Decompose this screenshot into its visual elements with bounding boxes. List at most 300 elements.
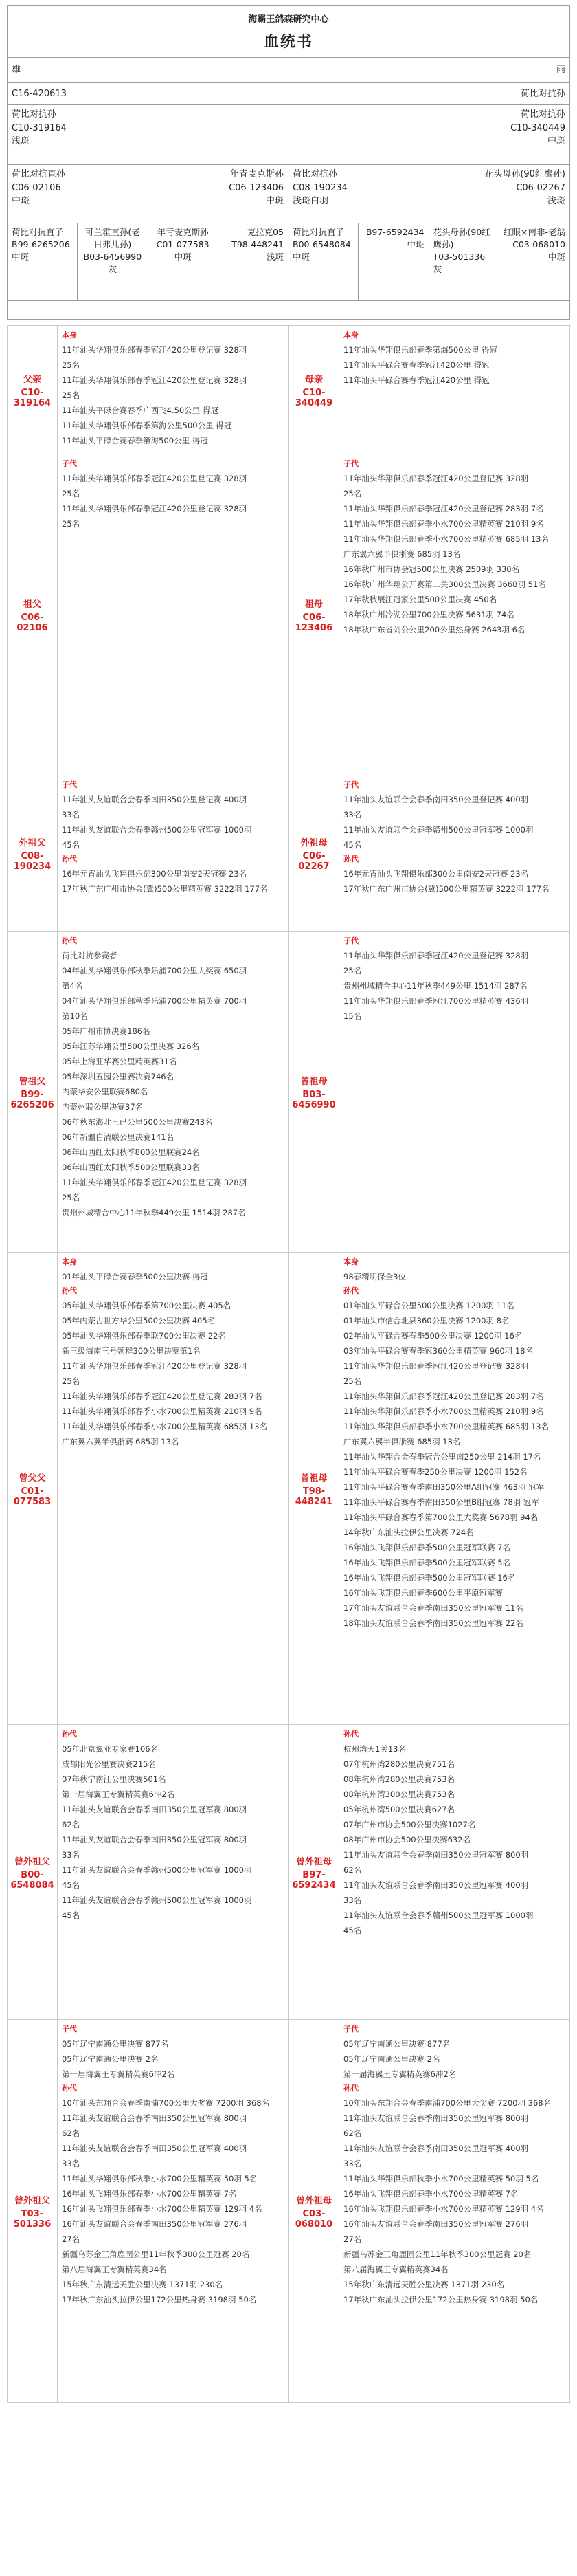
achievement-line: 16年汕头飞翔俱乐部春季500公里冠军联赛 7名 <box>343 1543 511 1552</box>
record-bird <box>8 775 58 931</box>
record-ring: C06-02106 <box>16 612 48 633</box>
achievement-line: 62名 <box>343 2128 362 2138</box>
record-ring: T03-501336 <box>13 2208 52 2230</box>
record-achievements <box>58 326 288 454</box>
achievement-line: 11年汕头华翔俱乐部秋季小水700公里精英赛 50羽 5名 <box>343 2174 539 2183</box>
ggp-lineage: 花头母孙(90红鹰孙) <box>433 227 490 250</box>
sire-cell <box>8 105 288 164</box>
grandparent-lineage: 花头母孙(90红鹰孙) <box>484 169 565 179</box>
achievement-line: 62名 <box>62 1820 80 1829</box>
achievement-line: 15年秋广东清远天胜公里决赛 1371羽 230名 <box>343 2280 505 2289</box>
dam-ring: C10-340449 <box>510 122 565 133</box>
section-label: 孙代 <box>343 1730 359 1739</box>
achievement-line: 05年辽宁南通公里决赛 877名 <box>343 2039 451 2049</box>
achievement-line: 11年汕头友谊联合会春季南田350公里冠军赛 800羽 <box>343 2113 529 2123</box>
achievement-line: 05年辽宁南通公里决赛 2名 <box>343 2054 440 2064</box>
achievement-line: 16年汕头飞翔俱乐部春季小水700公里精英赛 129羽 4名 <box>62 2204 262 2214</box>
record-role: 曾外祖母 <box>295 1856 332 1867</box>
record-row <box>8 326 569 454</box>
achievement-line: 新疆乌苏金三角鹿园公里11年秋季300公里冠赛 20名 <box>62 2249 250 2259</box>
record-row <box>8 454 569 775</box>
section-label: 孙代 <box>343 1286 359 1295</box>
record-left <box>8 775 288 931</box>
sire-lineage: 荷比对抗孙 <box>12 109 57 120</box>
record-ring: C06-02267 <box>298 850 330 872</box>
achievement-line: 11年汕头平碌合赛春季南田350公里A组冠赛 463羽 冠军 <box>343 1482 545 1492</box>
achievement-line: 27名 <box>343 2234 362 2244</box>
achievement-line: 01年汕头市信合北县360公里决赛 1200羽 8名 <box>343 1316 510 1325</box>
achievement-line: 11年汕头华翔俱乐部秋季小水700公里精英赛 50羽 5名 <box>62 2174 258 2183</box>
record-achievements <box>339 326 569 454</box>
achievement-line: 07年广州市协会500公里决赛1027名 <box>343 1820 476 1829</box>
great-grandparent-cell <box>148 223 218 300</box>
ggp-color: 中斑 <box>174 252 192 263</box>
record-bird <box>289 2020 339 2402</box>
achievement-line: 11年汕头华翔俱乐部春季冠江700公里精英赛 436羽 <box>343 996 529 1006</box>
record-row <box>8 1725 569 2020</box>
achievement-line: 45名 <box>62 840 80 850</box>
achievement-line: 11年汕头友谊联合会春季南田350公里冠军赛 800羽 <box>343 1850 529 1860</box>
achievement-line: 11年汕头友谊联合会春季南田350公里冠军赛 800羽 <box>62 1835 247 1845</box>
achievement-line: 11年汕头平碌合赛春季第海500公里 得冠 <box>62 436 208 445</box>
generation-2-row <box>8 165 569 223</box>
achievement-line: 14年秋广东汕头拉伊公里决赛 724名 <box>343 1528 474 1537</box>
achievement-line: 第10名 <box>62 1011 88 1021</box>
subject-ring: C16-420613 <box>8 83 288 105</box>
pedigree-records <box>7 325 570 2403</box>
achievement-line: 17年秋秋展江冠家公里500公里决赛 450名 <box>343 595 497 604</box>
ggp-color: 灰 <box>108 264 117 275</box>
grandparent-lineage: 荷比对抗孙 <box>293 169 338 179</box>
achievement-line: 第一届海翼王专翼精英赛6冲2名 <box>62 2069 175 2079</box>
record-achievements <box>58 775 288 931</box>
section-label: 本身 <box>62 331 77 340</box>
record-ring: B99-6265206 <box>10 1089 54 1110</box>
achievement-line: 11年汕头华翔俱乐部春季小水700公里精英赛 210羽 9名 <box>343 1407 544 1416</box>
achievement-line: 18年汕头友谊联合会春季南田350公里冠军赛 22名 <box>343 1618 523 1628</box>
ggp-lineage: 可兰霍直孙(老日弗儿孙) <box>84 227 140 250</box>
achievement-line: 荷比对抗参赛者 <box>62 951 117 960</box>
record-role: 曾父父 <box>19 1473 46 1484</box>
achievement-line: 贵州州城精合中心11年秋季449公里 1514羽 287名 <box>343 981 528 991</box>
grandparent-lineage: 年青麦克斯孙 <box>229 169 284 179</box>
ggp-ring: T03-501336 <box>433 252 486 263</box>
record-achievements <box>58 1725 288 2019</box>
ggp-lineage: 克拉克05 <box>247 227 284 237</box>
grandparent-cell <box>429 165 570 223</box>
achievement-line: 10年汕头东翔合会春季南浦700公里大奖赛 7200羽 368名 <box>62 2098 270 2108</box>
achievement-line: 17年汕头友谊联合会春季南田350公里冠军赛 11名 <box>343 1603 523 1613</box>
achievement-line: 16年秋广州华翔公开赛第二关300公里决赛 3668羽 51名 <box>343 580 546 589</box>
achievement-line: 16年汕头飞翔俱乐部春季小水700公里精英赛 129羽 4名 <box>343 2204 544 2214</box>
achievement-line: 11年汕头友谊联合会春季赣州500公里冠军赛 1000羽 <box>62 1865 252 1875</box>
dam-lineage: 荷比对抗孙 <box>520 109 565 120</box>
achievement-line: 16年汕头飞翔俱乐部春季小水700公里精英赛 7名 <box>343 2189 519 2199</box>
section-label: 子代 <box>62 459 77 468</box>
record-role: 曾祖母 <box>300 1473 328 1484</box>
achievement-line: 06年山西红太阳秋季500公里联赛33名 <box>62 1163 200 1172</box>
ggp-color: 中斑 <box>407 239 425 250</box>
record-bird <box>8 454 58 775</box>
achievement-line: 62名 <box>343 1865 362 1875</box>
section-label: 本身 <box>343 331 359 340</box>
record-ring: C10-319164 <box>13 387 52 408</box>
achievement-line: 贵州州城精合中心11年秋季449公里 1514羽 287名 <box>62 1208 246 1218</box>
achievement-line: 07年杭州湾280公里决赛751名 <box>343 1759 455 1769</box>
achievement-line: 04年汕头华翔俱乐部秋季乐浦700公里精英赛 700羽 <box>62 996 247 1006</box>
record-left <box>8 932 288 1252</box>
record-role: 曾外祖母 <box>295 2195 332 2206</box>
achievement-line: 16年汕头飞翔俱乐部春季600公里平原冠军赛 <box>343 1588 504 1598</box>
achievement-line: 25名 <box>343 966 362 976</box>
pedigree-certificate <box>7 5 570 320</box>
record-bird <box>289 1253 339 1724</box>
achievement-line: 11年汕头华翔俱乐部春季冠江420公里登记赛 328羽 <box>62 504 247 514</box>
achievement-line: 第八届海翼王专翼精英赛34名 <box>62 2265 167 2274</box>
achievement-line: 11年汕头华翔俱乐部春季小水700公里精英赛 210羽 9名 <box>343 519 544 529</box>
record-achievements <box>339 775 569 931</box>
achievement-line: 33名 <box>343 810 362 819</box>
record-ring: C10-340449 <box>295 387 333 408</box>
record-row <box>8 1253 569 1725</box>
achievement-line: 杭州湾天1关13名 <box>343 1744 406 1754</box>
achievement-line: 11年汕头华翔俱乐部春季冠江420公里登记赛 328羽 <box>62 1361 247 1371</box>
achievement-line: 16年元宵汕头飞翔俱乐部300公里南安2天冠赛 23名 <box>343 869 529 879</box>
achievement-line: 08年广州市协会500公里决赛632名 <box>343 1835 471 1845</box>
achievement-line: 25名 <box>62 1193 80 1202</box>
record-achievements <box>339 454 569 775</box>
achievement-line: 07年秋宁南江公里决赛501名 <box>62 1774 166 1784</box>
achievement-line: 17年秋广东汕头拉伊公里172公里热身赛 3198羽 50名 <box>343 2295 539 2304</box>
achievement-line: 45名 <box>62 1880 80 1890</box>
achievement-line: 11年汕头华翔俱乐部春季冠江420公里登记赛 283羽 7名 <box>343 1391 544 1401</box>
certificate-footer <box>8 301 569 319</box>
achievement-line: 第4名 <box>62 981 83 991</box>
achievement-line: 11年汕头平碌合赛春季第700公里大奖赛 5678羽 94名 <box>343 1512 539 1522</box>
achievement-line: 新三级海南三号领群300公里决赛第1名 <box>62 1346 201 1356</box>
record-role: 祖母 <box>304 599 323 610</box>
achievement-line: 18年秋广州冷湖公里700公里决赛 5631羽 74名 <box>343 610 514 619</box>
achievement-line: 广东翼六翼半俱浙赛 685羽 13名 <box>343 1437 461 1446</box>
record-ring: T98-448241 <box>295 1486 333 1507</box>
record-role: 母亲 <box>304 374 323 385</box>
ggp-ring: T98-448241 <box>231 239 284 250</box>
grandparent-cell <box>148 165 289 223</box>
record-ring: C01-077583 <box>13 1486 52 1507</box>
record-bird <box>289 326 339 454</box>
achievement-line: 02年汕头平碌合赛春季500公里决赛 1200羽 16名 <box>343 1331 523 1341</box>
achievement-line: 11年汕头华翔俱乐部春季冠江420公里登记赛 328羽 <box>62 375 247 385</box>
section-label: 孙代 <box>62 1730 77 1739</box>
achievement-line: 45名 <box>343 840 362 850</box>
achievement-line: 11年汕头友谊联合会春季南田350公里冠军赛 800羽 <box>62 2113 247 2123</box>
grandparent-ring: C06-123406 <box>229 182 284 193</box>
achievement-line: 16年汕头飞翔俱乐部春季500公里冠军联赛 16名 <box>343 1573 516 1583</box>
achievement-line: 33名 <box>62 1850 80 1860</box>
achievement-line: 08年杭州湾280公里决赛753名 <box>343 1774 455 1784</box>
achievement-line: 11年汕头友谊联合会春季赣州500公里冠军赛 1000羽 <box>62 1895 252 1905</box>
record-ring: C08-190234 <box>13 850 52 872</box>
section-label: 本身 <box>62 1257 77 1266</box>
section-label: 子代 <box>343 2025 359 2034</box>
record-bird <box>8 1253 58 1724</box>
record-role: 外祖父 <box>19 837 46 848</box>
achievement-line: 内蒙州联公里决赛37名 <box>62 1102 144 1112</box>
record-right <box>288 932 569 1252</box>
great-grandparent-cell <box>359 223 429 300</box>
achievement-line: 11年汕头友谊联合会春季赣州500公里冠军赛 1000羽 <box>343 1911 534 1920</box>
grandparent-cell <box>288 165 429 223</box>
achievement-line: 33名 <box>343 1895 362 1905</box>
ggp-lineage: 年青麦克斯孙 <box>157 227 209 237</box>
achievement-line: 17年秋广东广州市协会(冀)500公里精英赛 3222羽 177名 <box>343 884 550 894</box>
achievement-line: 04年汕头华翔俱乐部秋季乐浦700公里大奖赛 650羽 <box>62 966 247 976</box>
generation-3-row <box>8 223 569 301</box>
grandparent-ring: C06-02267 <box>516 182 565 193</box>
record-left <box>8 1253 288 1724</box>
achievement-line: 05年广州市协决赛186名 <box>62 1026 150 1036</box>
record-achievements <box>339 1253 569 1724</box>
ggp-lineage: 红眼×南非-老翁 <box>504 227 565 237</box>
record-bird <box>289 775 339 931</box>
ggp-ring: B99-6265206 <box>12 239 70 250</box>
achievement-line: 11年汕头华翔俱乐部春季冠江420公里登记赛 283羽 7名 <box>343 504 544 514</box>
achievement-line: 17年秋广东广州市协会(冀)500公里精英赛 3222羽 177名 <box>62 884 268 894</box>
section-label: 子代 <box>343 936 359 945</box>
great-grandparent-cell <box>78 223 148 300</box>
section-label: 孙代 <box>62 1286 77 1295</box>
record-ring: C03-068010 <box>295 2208 333 2230</box>
achievement-line: 15年秋广东清远天胜公里决赛 1371羽 230名 <box>62 2280 223 2289</box>
record-bird <box>289 1725 339 2019</box>
achievement-line: 第一届海翼王专翼精英赛6冲2名 <box>62 1790 175 1799</box>
achievement-line: 05年内蒙古世方华公里500公里决赛 405名 <box>62 1316 216 1325</box>
dam-color: 中斑 <box>547 136 565 146</box>
grandparent-color: 浅斑白羽 <box>293 196 329 206</box>
achievement-line: 内蒙华安公里联赛680名 <box>62 1087 148 1097</box>
record-bird <box>289 454 339 775</box>
sex-value: 雨 <box>556 65 565 75</box>
achievement-line: 06年山西红太阳秋季800公里联赛24名 <box>62 1147 200 1157</box>
achievement-line: 25名 <box>62 390 80 400</box>
achievement-line: 11年汕头华翔俱乐部春季冠江420公里登记赛 328羽 <box>343 1361 529 1371</box>
record-bird <box>289 932 339 1252</box>
section-label: 孙代 <box>62 2084 77 2093</box>
achievement-line: 10年汕头东翔合会春季南浦700公里大奖赛 7200羽 368名 <box>343 2098 552 2108</box>
achievement-line: 11年汕头友谊联合会春季南田350公里冠军赛 400羽 <box>343 2144 529 2153</box>
record-bird <box>8 1725 58 2019</box>
achievement-line: 15名 <box>343 1011 362 1021</box>
achievement-line: 33名 <box>62 2159 80 2168</box>
achievement-line: 11年汕头华翔俱乐部春季冠江420公里登记赛 328羽 <box>62 345 247 355</box>
record-role: 祖父 <box>23 599 41 610</box>
achievement-line: 05年杭州湾500公里决赛627名 <box>343 1805 455 1814</box>
ggp-ring: C01-077583 <box>156 239 210 250</box>
achievement-line: 25名 <box>62 360 80 370</box>
achievement-line: 11年汕头友谊联合会春季南田350公里冠军赛 400羽 <box>343 1880 529 1890</box>
page <box>7 5 570 2403</box>
achievement-line: 18年秋广东省刘公公里200公里热身赛 2643羽 6名 <box>343 625 525 635</box>
achievement-line: 11年汕头华翔俱乐部春季冠江420公里登记赛 283羽 7名 <box>62 1391 262 1401</box>
record-role: 父亲 <box>23 374 41 385</box>
certificate-title: 血统书 <box>8 27 569 58</box>
achievement-line: 11年汕头平碌合赛春季冠江420公里 得冠 <box>343 375 490 385</box>
achievement-line: 05年上海亚华赛公里精英赛31名 <box>62 1057 177 1066</box>
subject-row <box>8 83 569 106</box>
achievement-line: 11年汕头平碌合赛春季250公里决赛 1200羽 152名 <box>343 1467 528 1477</box>
record-achievements <box>58 1253 288 1724</box>
achievement-line: 98春精明保全3位 <box>343 1272 406 1281</box>
achievement-line: 11年汕头华翔俱乐部春季小水700公里精英赛 685羽 13名 <box>62 1422 267 1431</box>
achievement-line: 16年元宵汕头飞翔俱乐部300公里南安2天冠赛 23名 <box>62 869 247 879</box>
achievement-line: 25名 <box>62 489 80 498</box>
ggp-lineage: 荷比对抗直子 <box>293 227 345 237</box>
record-ring: B00-6548084 <box>10 1869 54 1891</box>
ggp-ring: B97-6592434 <box>365 227 425 237</box>
dam-cell <box>288 105 569 164</box>
section-label: 孙代 <box>343 855 359 863</box>
record-role: 曾外祖父 <box>14 2195 50 2206</box>
record-bird <box>8 932 58 1252</box>
ggp-ring: B00-6548084 <box>293 239 351 250</box>
achievement-line: 11年汕头华翔合会春季冠合公里南250公里 214羽 17名 <box>343 1452 541 1462</box>
achievement-line: 33名 <box>343 2159 362 2168</box>
great-grandparent-cell <box>429 223 499 300</box>
achievement-line: 33名 <box>62 810 80 819</box>
achievement-line: 16年汕头友谊联合会春季南田350公里冠军赛 276羽 <box>62 2219 247 2229</box>
sex-row <box>8 58 569 83</box>
achievement-line: 16年汕头友谊联合会春季南田350公里冠军赛 276羽 <box>343 2219 529 2229</box>
record-right <box>288 2020 569 2402</box>
achievement-line: 11年汕头平碌合赛春季南田350公里B组冠赛 78羽 冠军 <box>343 1497 539 1507</box>
achievement-line: 成都阳光公里赛决赛215名 <box>62 1759 156 1769</box>
achievement-line: 06年新疆白清联公里决赛141名 <box>62 1132 174 1142</box>
great-grandparent-cell <box>288 223 359 300</box>
grandparent-cell <box>8 165 148 223</box>
grandparent-ring: C08-190234 <box>293 182 348 193</box>
ggp-color: 中斑 <box>12 252 30 263</box>
record-achievements <box>58 454 288 775</box>
record-bird <box>8 326 58 454</box>
achievement-line: 17年秋广东汕头拉伊公里172公里热身赛 3198羽 50名 <box>62 2295 257 2304</box>
grandparent-lineage: 荷比对抗直孙 <box>12 169 66 179</box>
achievement-line: 05年汕头华翔俱乐部春季联700公里决赛 22名 <box>62 1331 226 1341</box>
achievement-line: 08年杭州湾300公里决赛753名 <box>343 1790 455 1799</box>
achievement-line: 第八届海翼王专翼精英赛34名 <box>343 2265 449 2274</box>
achievement-line: 11年汕头友谊联合会春季南田350公里登记赛 400羽 <box>343 795 529 804</box>
record-right <box>288 1725 569 2019</box>
record-right <box>288 326 569 454</box>
section-label: 孙代 <box>62 936 77 945</box>
achievement-line: 16年秋广州市协会冠500公里决赛 2509羽 330名 <box>343 564 520 574</box>
ggp-color: 中斑 <box>293 252 310 263</box>
achievement-line: 11年汕头华翔俱乐部春季冠江420公里登记赛 328羽 <box>343 474 529 483</box>
achievement-line: 45名 <box>343 1926 362 1935</box>
record-left <box>8 2020 288 2402</box>
section-label: 子代 <box>62 2025 77 2034</box>
achievement-line: 05年汕头华翔俱乐部春季第700公里决赛 405名 <box>62 1301 231 1310</box>
achievement-line: 05年辽宁南通公里决赛 2名 <box>62 2054 159 2064</box>
section-label: 孙代 <box>343 2084 359 2093</box>
achievement-line: 11年汕头友谊联合会春季赣州500公里冠军赛 1000羽 <box>343 825 534 835</box>
achievement-line: 27名 <box>62 2234 80 2244</box>
record-achievements <box>339 1725 569 2019</box>
record-row <box>8 2020 569 2402</box>
record-achievements <box>339 932 569 1252</box>
record-role: 曾外祖父 <box>14 1856 50 1867</box>
record-ring: B97-6592434 <box>292 1869 336 1891</box>
record-right <box>288 775 569 931</box>
grandparent-color: 中斑 <box>12 196 30 206</box>
generation-1-row <box>8 105 569 165</box>
achievement-line: 05年深圳五园公里赛决赛746名 <box>62 1072 174 1081</box>
achievement-line: 广东翼六翼半俱浙赛 685羽 13名 <box>343 549 461 559</box>
record-row <box>8 932 569 1253</box>
record-ring: B03-6456990 <box>292 1089 336 1110</box>
record-ring: C06-123406 <box>295 612 333 633</box>
achievement-line: 11年汕头平碌合赛春季冠江420公里 得冠 <box>343 360 490 370</box>
achievement-line: 05年北京翼亚专家赛106名 <box>62 1744 159 1754</box>
achievement-line: 新疆乌苏金三角鹿园公里11年秋季300公里冠赛 20名 <box>343 2249 532 2259</box>
organization-name: 海霸王鸽森研究中心 <box>248 14 329 25</box>
achievement-line: 11年汕头友谊联合会春季南田350公里登记赛 400羽 <box>62 795 247 804</box>
record-left <box>8 1725 288 2019</box>
section-label: 子代 <box>343 459 359 468</box>
section-label: 本身 <box>343 1257 359 1266</box>
section-label: 子代 <box>343 780 359 789</box>
achievement-line: 16年汕头飞翔俱乐部春季小水700公里精英赛 7名 <box>62 2189 237 2199</box>
great-grandparent-cell <box>8 223 78 300</box>
grandparent-color: 中斑 <box>265 196 284 206</box>
achievement-line: 第一届海翼王专翼精英赛6冲2名 <box>343 2069 457 2079</box>
record-achievements <box>58 932 288 1252</box>
achievement-line: 11年汕头华翔俱乐部春季小水700公里精英赛 685羽 13名 <box>343 534 549 544</box>
ggp-color: 灰 <box>433 264 442 275</box>
great-grandparent-cell <box>218 223 288 300</box>
record-role: 曾祖父 <box>19 1076 46 1087</box>
section-label: 孙代 <box>62 855 77 863</box>
achievement-line: 11年汕头华翔俱乐部春季冠江420公里登记赛 328羽 <box>62 474 247 483</box>
record-left <box>8 454 288 775</box>
grandparent-color: 浅斑 <box>547 196 565 206</box>
achievement-line: 03年汕头平碌合赛春季冠360公里精英赛 960羽 18名 <box>343 1346 533 1356</box>
ggp-color: 浅斑 <box>266 252 284 263</box>
achievement-line: 25名 <box>62 519 80 529</box>
achievement-line: 01年汕头平碌合赛春季500公里决赛 得冠 <box>62 1272 208 1281</box>
ggp-ring: B03-6456990 <box>83 252 142 263</box>
achievement-line: 25名 <box>62 1376 80 1386</box>
record-role: 曾祖母 <box>300 1076 328 1087</box>
achievement-line: 05年江苏华翔公里500公里决赛 326名 <box>62 1042 200 1051</box>
achievement-line: 11年汕头友谊联合会春季南田350公里冠军赛 800羽 <box>62 1805 247 1814</box>
sex-label: 雄 <box>8 58 288 82</box>
achievement-line: 62名 <box>62 2128 80 2138</box>
achievement-line: 广东翼六翼半俱浙赛 685羽 13名 <box>62 1437 179 1446</box>
sire-color: 浅斑 <box>12 136 30 146</box>
section-label: 子代 <box>62 780 77 789</box>
achievement-line: 45名 <box>62 1911 80 1920</box>
achievement-line: 16年汕头飞翔俱乐部春季500公里冠军联赛 5名 <box>343 1558 511 1567</box>
achievement-line: 25名 <box>343 489 362 498</box>
achievement-line: 01年汕头平碌合公里500公里决赛 1200羽 11名 <box>343 1301 514 1310</box>
ggp-lineage: 荷比对抗直子 <box>12 227 64 237</box>
record-right <box>288 454 569 775</box>
achievement-line: 06年秋东海北三已公里500公里决赛243名 <box>62 1117 213 1127</box>
ggp-color: 中斑 <box>547 252 565 263</box>
achievement-line: 11年汕头华翔俱乐部春季第海500公里 得冠 <box>343 345 498 355</box>
record-right <box>288 1253 569 1724</box>
achievement-line: 11年汕头友谊联合会春季南田350公里冠军赛 400羽 <box>62 2144 247 2153</box>
